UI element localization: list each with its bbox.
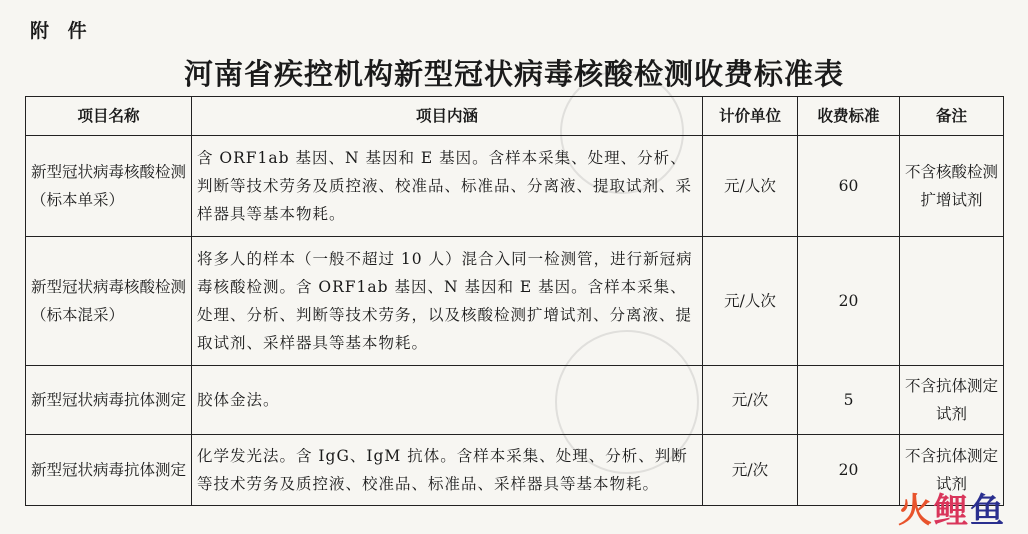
- cell-item-name: 新型冠状病毒核酸检测（标本单采）: [26, 136, 192, 237]
- cell-note: 不含抗体测定试剂: [900, 366, 1004, 435]
- cell-item-name: 新型冠状病毒抗体测定: [26, 435, 192, 506]
- header-fee: 收费标准: [798, 97, 900, 136]
- header-item-name: 项目名称: [26, 97, 192, 136]
- cell-note: 不含抗体测定试剂: [900, 435, 1004, 506]
- cell-unit: 元/人次: [703, 136, 798, 237]
- cell-fee: 60: [798, 136, 900, 237]
- table-row: [26, 136, 1004, 237]
- cell-fee: 5: [798, 366, 900, 435]
- cell-item-content: 化学发光法。含 IgG、IgM 抗体。含样本采集、处理、分析、判断等技术劳务及质控液、校准品、标准品、采样器具等基本物耗。: [192, 435, 703, 506]
- cell-fee: 20: [798, 237, 900, 366]
- attachment-label: 附 件: [30, 20, 93, 42]
- cell-note: 不含核酸检测扩增试剂: [900, 136, 1004, 237]
- page-title: 河南省疾控机构新型冠状病毒核酸检测收费标准表: [183, 57, 844, 91]
- watermark-char-1: 火: [898, 491, 934, 531]
- table-row: [26, 435, 1004, 506]
- cell-item-content: 胶体金法。: [192, 366, 703, 435]
- watermark-char-3: 鱼: [970, 491, 1006, 531]
- watermark-char-2: 鲤: [934, 491, 970, 531]
- cell-unit: 元/次: [703, 366, 798, 435]
- cell-item-name: 新型冠状病毒抗体测定: [26, 366, 192, 435]
- header-note: 备注: [900, 97, 1004, 136]
- cell-unit: 元/次: [703, 435, 798, 506]
- cell-item-name: 新型冠状病毒核酸检测（标本混采）: [26, 237, 192, 366]
- cell-unit: 元/人次: [703, 237, 798, 366]
- cell-item-content: 将多人的样本（一般不超过 10 人）混合入同一检测管，进行新冠病毒核酸检测。含 ORF1ab 基因、N 基因和 E 基因。含样本采集、处理、分析、判断等技术劳务，以及核酸检测扩增试剂、分离液、提取试剂、采样器具等基本物耗。: [192, 237, 703, 366]
- header-unit: 计价单位: [703, 97, 798, 136]
- watermark-logo: [898, 483, 1006, 532]
- cell-note: [900, 237, 1004, 366]
- table-row: [26, 237, 1004, 366]
- cell-fee: 20: [798, 435, 900, 506]
- header-item-content: 项目内涵: [192, 97, 703, 136]
- table-header-row: [26, 97, 1004, 136]
- fee-standard-table: [25, 96, 1004, 506]
- cell-item-content: 含 ORF1ab 基因、N 基因和 E 基因。含样本采集、处理、分析、判断等技术劳务及质控液、校准品、标准品、分离液、提取试剂、采样器具等基本物耗。: [192, 136, 703, 237]
- table-row: [26, 366, 1004, 435]
